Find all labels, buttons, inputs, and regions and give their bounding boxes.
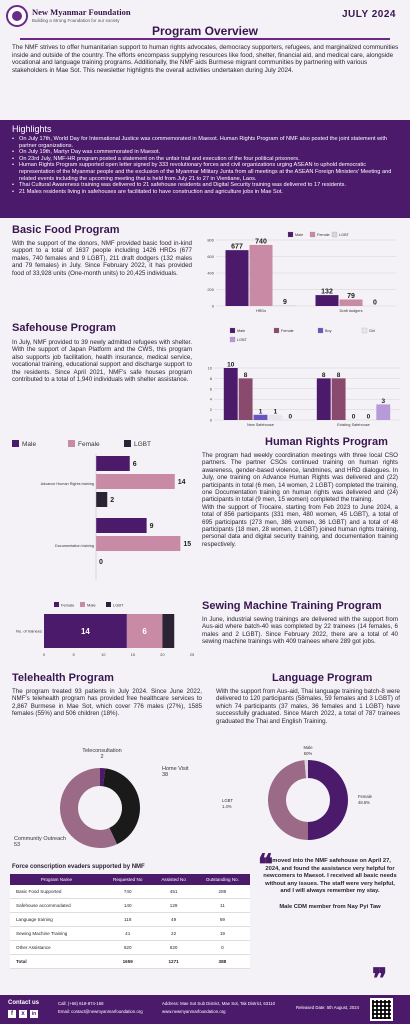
legend-swatch	[310, 232, 315, 237]
basic-food-title: Basic Food Program	[12, 224, 120, 236]
column-header: Outstanding No.	[195, 874, 250, 885]
y-tick-label: 6	[209, 386, 212, 392]
table-cell: 388	[195, 955, 250, 969]
highlight-item: • 21 Males residents living in safehouses are facilitated to have construction and agriculture jobs in Mae Sot.	[12, 189, 398, 196]
x-icon[interactable]: x	[19, 1010, 27, 1018]
legend-label: Female	[281, 329, 294, 333]
y-tick-label: Documentation training	[54, 544, 94, 548]
telehealth-chart	[10, 748, 205, 860]
language-text: With the support from Aus-aid, Thai language training batch-8 were delivered to 120 participants (58males, 59 females and 3 LGBT) of which 74 participants (37 males, 36 females and 1 LGBT) have successfully graduated. Since March 2022, a total of 787 trainees graduated the Thai and English Training.	[216, 688, 400, 725]
data-label: 9	[283, 298, 287, 306]
table-cell: Total	[10, 955, 103, 969]
highlight-item: • Thai Cultural Awareness training was delivered to 21 safehouse residents and Digital Security training was delivered to 17 residents.	[12, 182, 398, 189]
legend-swatch	[230, 337, 235, 342]
bar	[332, 378, 346, 420]
legend-swatch	[362, 328, 367, 333]
y-tick-label: Advance Human Rights training	[40, 482, 94, 486]
slice-label: Home Visit 38	[162, 766, 189, 778]
slice-label: Community Outreach 53	[14, 836, 66, 848]
legend-label: Female	[78, 441, 100, 448]
footer-call: Call: (+66) 618-874-168	[58, 1001, 104, 1006]
y-tick-label: 0	[209, 417, 212, 423]
intro-text: The NMF strives to offer humanitarian support to human rights advocates, democracy supporters, refugees, and marginalized communities inside and outside of the country. The efforts encompass supplying resources like food, shelter, financial aid, and medical care, alongside vocational and language training programs. Additionally, the NMF aids Burmese migrant communities by partnering with various stakeholders in Mae Sot. This newsletter highlights the overall activities undertaken during July 2024.	[12, 44, 399, 74]
table-cell: 1659	[103, 955, 153, 969]
data-label: 1	[258, 408, 263, 416]
x-tick-label: HRDs	[255, 309, 267, 313]
human-rights-title: Human Rights Program	[265, 436, 388, 448]
page-title: Program Overview	[151, 24, 259, 38]
x-tick-label: 25	[189, 652, 195, 657]
table-cell: 22	[152, 927, 194, 941]
table-cell: 118	[103, 913, 153, 927]
footer-address: Address: Mae Sot Sub District, Mae Sot, Tak District, 63110	[162, 1001, 276, 1006]
highlight-item: • Human Rights Program supported open letter signed by 333 revolutionary forces and civil organizations urging ASEAN to uphold democratic representation of the Myanmar people and the exclusion of the Myanmar Military Junta from all meetings at the ASEAN Foreign Ministers' Meeting and related events including the upcoming meeting that is held from July 21 to 27 in Vientiane, Laos.	[12, 162, 398, 182]
x-tick-label: 20	[160, 652, 165, 657]
data-label: 6	[142, 627, 147, 636]
legend-label: Male	[87, 602, 96, 608]
language-chart	[216, 742, 400, 860]
testimonial-author: Male CDM member from Nay Pyi Taw	[279, 903, 381, 910]
data-label: 2	[110, 497, 115, 504]
slice-label: Female 48.6%	[358, 794, 372, 805]
qr-code[interactable]	[370, 998, 393, 1021]
highlight-item: • On 23rd July, NMF-HR program posted a statement on the unfair trail and execution of the four political prisoners.	[12, 156, 398, 163]
bar	[376, 404, 390, 420]
org-name: New Myanmar Foundation	[32, 7, 131, 17]
legend-swatch	[124, 440, 131, 447]
data-label: 15	[183, 541, 192, 548]
language-title: Language Program	[272, 672, 373, 684]
x-tick-label: New Safehouse	[247, 423, 274, 427]
telehealth-title: Telehealth Program	[12, 672, 114, 684]
bar	[96, 492, 107, 507]
footer-website[interactable]: www.newmyanmarfoundation.org	[162, 1009, 226, 1014]
legend-label: LGBT	[339, 233, 349, 237]
legend-label: Male	[22, 441, 37, 448]
column-header: Requested No	[103, 874, 153, 885]
bar	[162, 614, 174, 648]
open-quote-icon: ❝	[258, 850, 274, 881]
telehealth-text: The program treated 93 patients in July 2024. Since June 2022, NMF's telehealth program has provided free healthcare services to 2,867 Burmese in Mae Sot, which cover 776 males (27%), 1585 females (55%) and 506 children (18%).	[12, 688, 202, 718]
pie-slice	[268, 760, 308, 840]
bar	[96, 518, 147, 533]
slice-label: Male 50%	[303, 745, 313, 756]
table-row	[10, 913, 250, 927]
title-divider	[20, 38, 390, 40]
table-row	[10, 885, 250, 899]
table-cell: 740	[103, 885, 153, 899]
basic-food-chart	[200, 228, 400, 316]
contact-label: Contact us	[8, 1000, 40, 1006]
table-cell: Other Assistance	[10, 941, 103, 955]
evaders-table	[10, 874, 250, 969]
human-rights-text	[202, 452, 398, 548]
data-label: 1	[273, 408, 278, 416]
legend-swatch	[106, 602, 111, 607]
table-cell: Language training	[10, 913, 103, 927]
legend-label: LGBT	[113, 602, 124, 608]
data-label: 0	[366, 413, 371, 421]
bar	[317, 378, 331, 420]
safehouse-chart	[200, 322, 405, 430]
table-row	[10, 941, 250, 955]
bar	[239, 378, 253, 420]
table-cell: 289	[195, 885, 250, 899]
legend-swatch	[230, 328, 235, 333]
table-cell: 49	[152, 913, 194, 927]
data-label: 9	[149, 523, 154, 530]
highlights-heading: Highlights	[12, 124, 52, 134]
legend-label: Girl	[369, 329, 375, 333]
x-tick-label: Existing Safehouse	[337, 423, 370, 427]
table-cell: 620	[103, 941, 153, 955]
testimonial	[262, 858, 398, 912]
legend-swatch	[12, 440, 19, 447]
y-tick-label: 8	[209, 375, 212, 381]
legend-label: Female	[317, 233, 330, 237]
pie-slice	[308, 760, 348, 840]
facebook-icon[interactable]: f	[8, 1010, 16, 1018]
bar	[96, 536, 180, 551]
table-cell: 41	[103, 927, 153, 941]
y-tick-label: 200	[207, 287, 214, 292]
y-tick-label: 0	[211, 303, 214, 309]
bar	[224, 368, 238, 420]
linkedin-icon[interactable]: in	[31, 1011, 37, 1017]
legend-swatch	[274, 328, 279, 333]
highlight-item: • On July 17th, World Day for International Justice was commemorated in Maesot. Human Rights Program of NMF also posted the joint statement with partner organizations.	[12, 136, 398, 149]
human-rights-paragraph: The program had weekly coordination meetings with three local CSO partners. The partner CSOs continued training on human rights awareness, gender-based violence, landmines, and HRD dialogues. In July, one training on Advance Human Rights was delivered and (22) participants in total (6 men, 14 women, 2 LGBT) completed the training, one Documentation training on human rights was delivered and (24) participants in total (9 men, 15 women) completed the training.	[202, 452, 398, 504]
y-tick-label: 2	[209, 407, 212, 413]
basic-food-text: With the support of the donors, NMF provided basic food in-kind support to a total of 1637 people including 1426 HRDs (677 males, 740 females and 9 LGBT), 211 draft dodgers (132 males and 79 females) in July. Since February 2022, it has provided food of 33,928 units (One-month units) to 20,425 individuals.	[12, 240, 192, 277]
bar	[316, 295, 339, 306]
y-tick-label: No. of trainees	[15, 628, 42, 634]
table-row	[10, 927, 250, 941]
table-cell: 11	[195, 899, 250, 913]
legend-label: Male	[237, 329, 246, 333]
bar	[340, 299, 363, 306]
table-cell: 69	[195, 913, 250, 927]
data-label: 8	[336, 371, 341, 379]
data-label: 14	[80, 627, 90, 636]
slice-label: LGBT 1.4%	[222, 798, 233, 809]
testimonial-quote: I moved into the NMF safehouse on April 27, 2024, and found the assistance very helpful for newcomers to Maesot. I received all basic needs without any issues. The staff were very helpful, and I will always remember my stay.	[263, 858, 397, 895]
sewing-text: In June, industrial sewing trainings are delivered with the support from Aus-aid where batch-40 was completed by 22 trainees (14 females, 6 males and 2 LGBT). Since February 2022, there are a total of 40 sewing machine trainings with 409 trainees where 289 got jobs.	[202, 616, 398, 646]
table-row	[10, 899, 250, 913]
data-label: 0	[373, 299, 377, 307]
data-label: 0	[288, 413, 293, 421]
table-cell: Sewing Machine Training	[10, 927, 103, 941]
bar	[96, 456, 130, 471]
legend-swatch	[332, 232, 337, 237]
slice-label: Teleconsultation 2	[82, 748, 122, 760]
bar	[96, 474, 175, 489]
social-icons	[8, 1010, 38, 1018]
table-cell: 1271	[152, 955, 194, 969]
column-header: Assisted No	[152, 874, 194, 885]
data-label: 79	[347, 292, 355, 300]
data-label: 132	[321, 288, 333, 296]
human-rights-paragraph: With the support of Trocaire, starting from Feb 2023 to June 2024, a total of 856 participants (331 men, 480 women, 45 LGBT), a total of 695 participants (273 men, 386 women, 36 LGBT) and a total of 48 participants (18 men, 28 women, 2 LGBT) joined human rights training, personal data and digital security training, and documentation training respectively.	[202, 503, 398, 548]
table-total-row	[10, 955, 250, 969]
data-label: 3	[381, 397, 386, 405]
y-tick-label: 800	[207, 237, 214, 243]
close-quote-icon: ❞	[372, 964, 388, 995]
table-cell: Safehouse accommodated	[10, 899, 103, 913]
legend-swatch	[68, 440, 75, 447]
table-cell: Basic Food Supported	[10, 885, 103, 899]
y-tick-label: 600	[207, 254, 214, 259]
bar	[250, 245, 273, 306]
legend-label: LGBT	[237, 338, 247, 342]
highlights-list	[12, 136, 398, 195]
bar	[226, 250, 249, 306]
y-tick-label: 10	[207, 365, 212, 371]
y-tick-label: 4	[209, 396, 212, 402]
org-tagline: Building a Strong Foundation for our society	[32, 18, 120, 23]
legend-swatch	[80, 602, 85, 607]
highlights-panel	[0, 120, 410, 218]
data-label: 6	[132, 461, 137, 468]
release-date: Released Date: 5th August, 2024	[296, 1005, 360, 1010]
table-cell: 620	[152, 941, 194, 955]
legend-label: Male	[295, 233, 304, 237]
y-tick-label: 400	[207, 270, 214, 276]
data-label: 8	[321, 371, 326, 379]
data-label: 740	[255, 238, 267, 246]
data-label: 0	[351, 413, 356, 421]
sewing-chart	[8, 600, 198, 670]
x-tick-label: Draft dodgers	[339, 309, 363, 313]
legend-label: Boy	[325, 329, 332, 333]
data-label: 8	[243, 371, 248, 379]
data-label: 14	[177, 479, 186, 486]
legend-swatch	[54, 602, 59, 607]
highlight-item: • On July 19th, Martyr Day was commemorated in Maesot.	[12, 149, 398, 156]
issue-month: JULY 2024	[342, 9, 396, 20]
x-tick-label: 10	[100, 652, 106, 657]
bar	[268, 415, 282, 420]
sewing-title: Sewing Machine Training Program	[202, 600, 382, 612]
table-cell: 140	[103, 899, 153, 913]
data-label: 0	[99, 559, 103, 566]
bar	[254, 415, 268, 420]
safehouse-title: Safehouse Program	[12, 322, 116, 334]
legend-label: LGBT	[134, 441, 151, 448]
evaders-table-title: Force conscription evaders supported by NMF	[12, 864, 145, 870]
data-label: 677	[231, 243, 243, 251]
human-rights-chart	[8, 438, 196, 588]
legend-swatch	[288, 232, 293, 237]
data-label: 10	[227, 361, 235, 369]
x-tick-label: 15	[130, 652, 136, 657]
footer	[0, 995, 410, 1024]
x-tick-label: 5	[72, 652, 75, 657]
footer-email[interactable]: Email: contact@newmyanmarfoundation.org	[58, 1009, 143, 1014]
table-header-row	[10, 874, 250, 885]
legend-label: Female	[61, 602, 75, 608]
table-cell: 129	[152, 899, 194, 913]
legend-swatch	[318, 328, 323, 333]
table-cell: 19	[195, 927, 250, 941]
table-cell: 0	[195, 941, 250, 955]
x-tick-label: 0	[42, 652, 46, 657]
column-header: Program Name	[10, 874, 103, 885]
safehouse-text: In July, NMF provided to 39 newly admitted refugees with shelter. With the support of Japan Platform and the CWS, this program also supports job facilitation, health insurance, medical service, vocational training, educational support and discharge support to the residents. Since April 2021, NMF's safe houses program contributed to a total of 1,940 individuals with shelter assistance.	[12, 339, 192, 384]
table-cell: 451	[152, 885, 194, 899]
